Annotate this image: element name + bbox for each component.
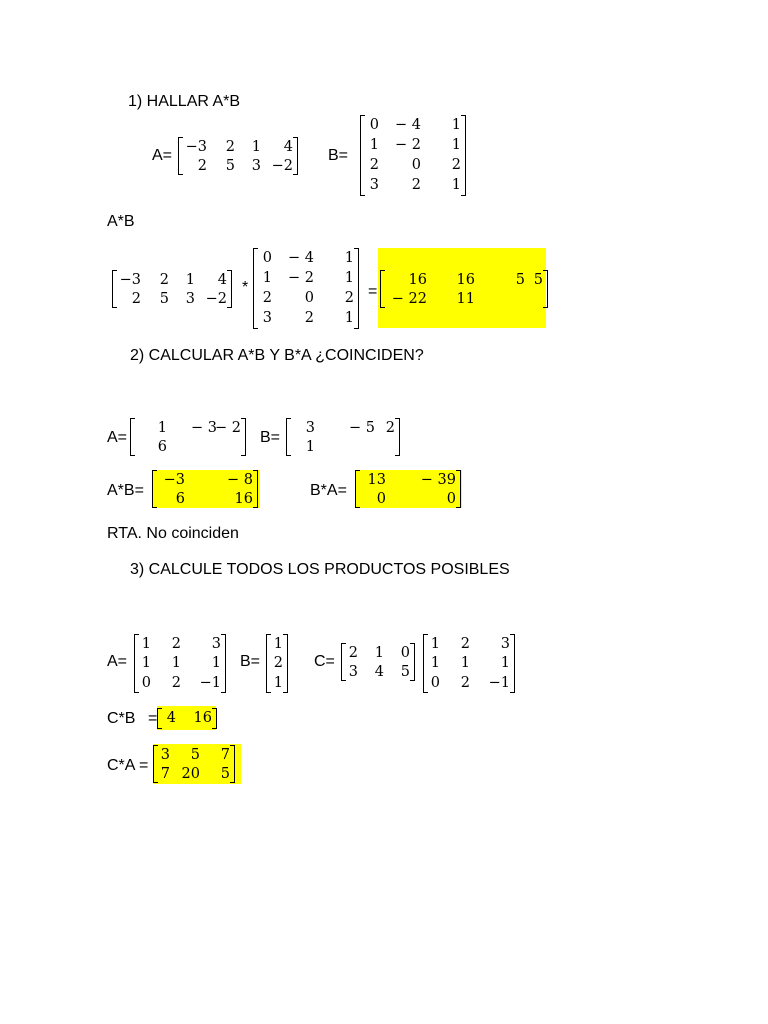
matrix-cell: 1 xyxy=(451,117,461,133)
matrix-cell: 7 xyxy=(160,765,170,782)
matrix-c3-label: C= xyxy=(314,653,335,670)
matrix-cell: 3 xyxy=(185,290,195,307)
matrix-cell: − 22 xyxy=(391,290,427,307)
matrix-a3-label: A= xyxy=(107,653,128,670)
matrix-cell: 2 xyxy=(344,290,354,306)
matrix-cell: 2 xyxy=(262,290,272,306)
matrix-cell: 5 xyxy=(159,290,169,307)
matrix-cell: 3 xyxy=(348,663,358,680)
section-1-title: 1) HALLAR A*B xyxy=(128,93,241,110)
matrix-cell: 1 xyxy=(185,271,195,288)
matrix-cell: 4 xyxy=(217,271,227,288)
matrix-cell: −2 xyxy=(271,157,293,174)
matrix-cell: 0 xyxy=(304,290,314,306)
matrix-cell: 1 xyxy=(430,635,440,652)
matrix-b-label: B= xyxy=(328,147,349,164)
matrix-cell: 2 xyxy=(369,157,379,173)
matrix-cell: 3 xyxy=(369,177,379,193)
matrix-cb xyxy=(157,708,217,729)
matrix-cell: − 5 xyxy=(349,419,375,436)
matrix-cell: 2 xyxy=(159,271,169,288)
cb-equals: = xyxy=(148,710,158,727)
matrix-cell: − 3 xyxy=(191,419,217,436)
matrix-cell: − 4 xyxy=(288,250,314,266)
matrix-cell: 20 xyxy=(181,765,200,782)
matrix-cell: − 4 xyxy=(395,117,421,133)
matrix-c3 xyxy=(341,643,415,681)
matrix-cell: 0 xyxy=(430,674,440,691)
matrix-cell: −1 xyxy=(199,674,221,691)
matrix-cell: 3 xyxy=(160,746,170,763)
matrix-cell: −1 xyxy=(488,674,510,691)
answer-text: RTA. No coinciden xyxy=(107,525,239,542)
matrix-cell: 5 xyxy=(190,746,200,763)
matrix-ab-result xyxy=(380,270,548,308)
matrix-cell: − 8 xyxy=(227,471,253,488)
matrix-cell: 0 xyxy=(376,490,386,507)
matrix-cell: 1 xyxy=(369,137,379,153)
matrix-cell: 2 xyxy=(273,655,283,672)
matrix-cell: 1 xyxy=(141,635,151,652)
multiply-sign: * xyxy=(242,279,249,296)
matrix-cell: 1 xyxy=(451,177,461,193)
matrix-cell: 3 xyxy=(500,635,510,652)
matrix-cell: 3 xyxy=(211,635,221,652)
matrix-cell: 3 xyxy=(305,419,315,436)
matrix-cell: − 2 xyxy=(215,419,241,436)
matrix-cell: 1 xyxy=(344,270,354,286)
matrix-ab2 xyxy=(152,470,258,508)
matrix-cell: −3 xyxy=(119,271,141,288)
matrix-b3-label: B= xyxy=(240,653,261,670)
matrix-cell: 2 xyxy=(460,674,470,691)
matrix-cell: 6 xyxy=(157,438,167,455)
matrix-a3 xyxy=(134,634,226,693)
matrix-cell: 1 xyxy=(344,310,354,326)
matrix-cell: 5 xyxy=(225,157,235,174)
matrix-cell: 16 xyxy=(456,271,475,288)
matrix-cell: 1 xyxy=(171,655,181,672)
matrix-cell: 6 xyxy=(175,490,185,507)
matrix-cell: 1 xyxy=(141,655,151,672)
matrix-cell: 0 xyxy=(369,117,379,133)
matrix-cell: 2 xyxy=(225,138,235,155)
matrix-a2-label: A= xyxy=(107,429,128,446)
matrix-cell: 2 xyxy=(385,419,395,436)
matrix-cell: 2 xyxy=(348,644,358,661)
matrix-cell: 1 xyxy=(273,635,283,652)
matrix-cell: 11 xyxy=(456,290,475,307)
matrix-cell: 5 xyxy=(220,765,230,782)
matrix-cell: − 39 xyxy=(420,471,456,488)
cb-label: C*B xyxy=(107,710,136,727)
matrix-cell: 0 xyxy=(400,644,410,661)
matrix-cell: 5 xyxy=(400,663,410,680)
matrix-cell: 4 xyxy=(283,138,293,155)
matrix-cell: 4 xyxy=(374,663,384,680)
matrix-cell: 1 xyxy=(374,644,384,661)
matrix-cell: 13 xyxy=(367,471,386,488)
matrix-cell: 2 xyxy=(171,635,181,652)
matrix-cell: 2 xyxy=(460,635,470,652)
matrix-cell: 7 xyxy=(220,746,230,763)
matrix-cell: 2 xyxy=(411,177,421,193)
matrix-cell: 1 xyxy=(305,438,315,455)
matrix-cell: − 2 xyxy=(288,270,314,286)
matrix-ca xyxy=(153,745,235,783)
matrix-cell: 1 xyxy=(500,655,510,672)
matrix-a xyxy=(178,137,298,175)
matrix-b xyxy=(360,115,466,196)
ba2-label: B*A= xyxy=(310,482,347,499)
matrix-cell: 3 xyxy=(251,157,261,174)
matrix-cell: 16 xyxy=(193,710,212,726)
matrix-b3 xyxy=(266,634,288,693)
matrix-a3-repeat xyxy=(423,634,515,693)
matrix-cell: −3 xyxy=(185,138,207,155)
matrix-cell: 16 xyxy=(234,490,253,507)
matrix-cell: 1 xyxy=(273,674,283,691)
matrix-cell: 1 xyxy=(430,655,440,672)
matrix-cell: 1 xyxy=(460,655,470,672)
matrix-cell: 2 xyxy=(131,290,141,307)
matrix-cell: 1 xyxy=(262,270,272,286)
matrix-cell: 2 xyxy=(197,157,207,174)
matrix-cell: 1 xyxy=(157,419,167,436)
matrix-cell: 3 xyxy=(262,310,272,326)
matrix-b-product xyxy=(253,248,359,329)
ca-label: C*A = xyxy=(107,757,149,774)
matrix-cell: 5 xyxy=(533,271,543,288)
matrix-a-product xyxy=(112,270,232,308)
matrix-cell: 0 xyxy=(262,250,272,266)
ab-heading: A*B xyxy=(107,213,135,230)
matrix-a2 xyxy=(130,418,246,456)
matrix-cell: −3 xyxy=(163,471,185,488)
matrix-cell: 1 xyxy=(344,250,354,266)
matrix-cell: 2 xyxy=(171,674,181,691)
matrix-cell: 0 xyxy=(446,490,456,507)
ab2-label: A*B= xyxy=(107,482,144,499)
matrix-b2 xyxy=(286,418,400,456)
matrix-cell: 2 xyxy=(451,157,461,173)
matrix-cell: 1 xyxy=(451,137,461,153)
section-2-title: 2) CALCULAR A*B Y B*A ¿COINCIDEN? xyxy=(130,347,424,364)
matrix-cell: 0 xyxy=(141,674,151,691)
matrix-cell: − 2 xyxy=(395,137,421,153)
matrix-cell: −2 xyxy=(205,290,227,307)
matrix-cell: 1 xyxy=(251,138,261,155)
matrix-cell: 2 xyxy=(304,310,314,326)
equals-sign: = xyxy=(368,283,378,300)
matrix-cell: 0 xyxy=(411,157,421,173)
matrix-cell: 16 xyxy=(408,271,427,288)
matrix-ba2 xyxy=(355,470,461,508)
matrix-cell: 5 xyxy=(515,271,525,288)
matrix-a-label: A= xyxy=(152,147,173,164)
section-3-title: 3) CALCULE TODOS LOS PRODUCTOS POSIBLES xyxy=(130,561,510,578)
matrix-b2-label: B= xyxy=(260,429,281,446)
matrix-cell: 1 xyxy=(211,655,221,672)
matrix-cell: 4 xyxy=(166,710,176,726)
